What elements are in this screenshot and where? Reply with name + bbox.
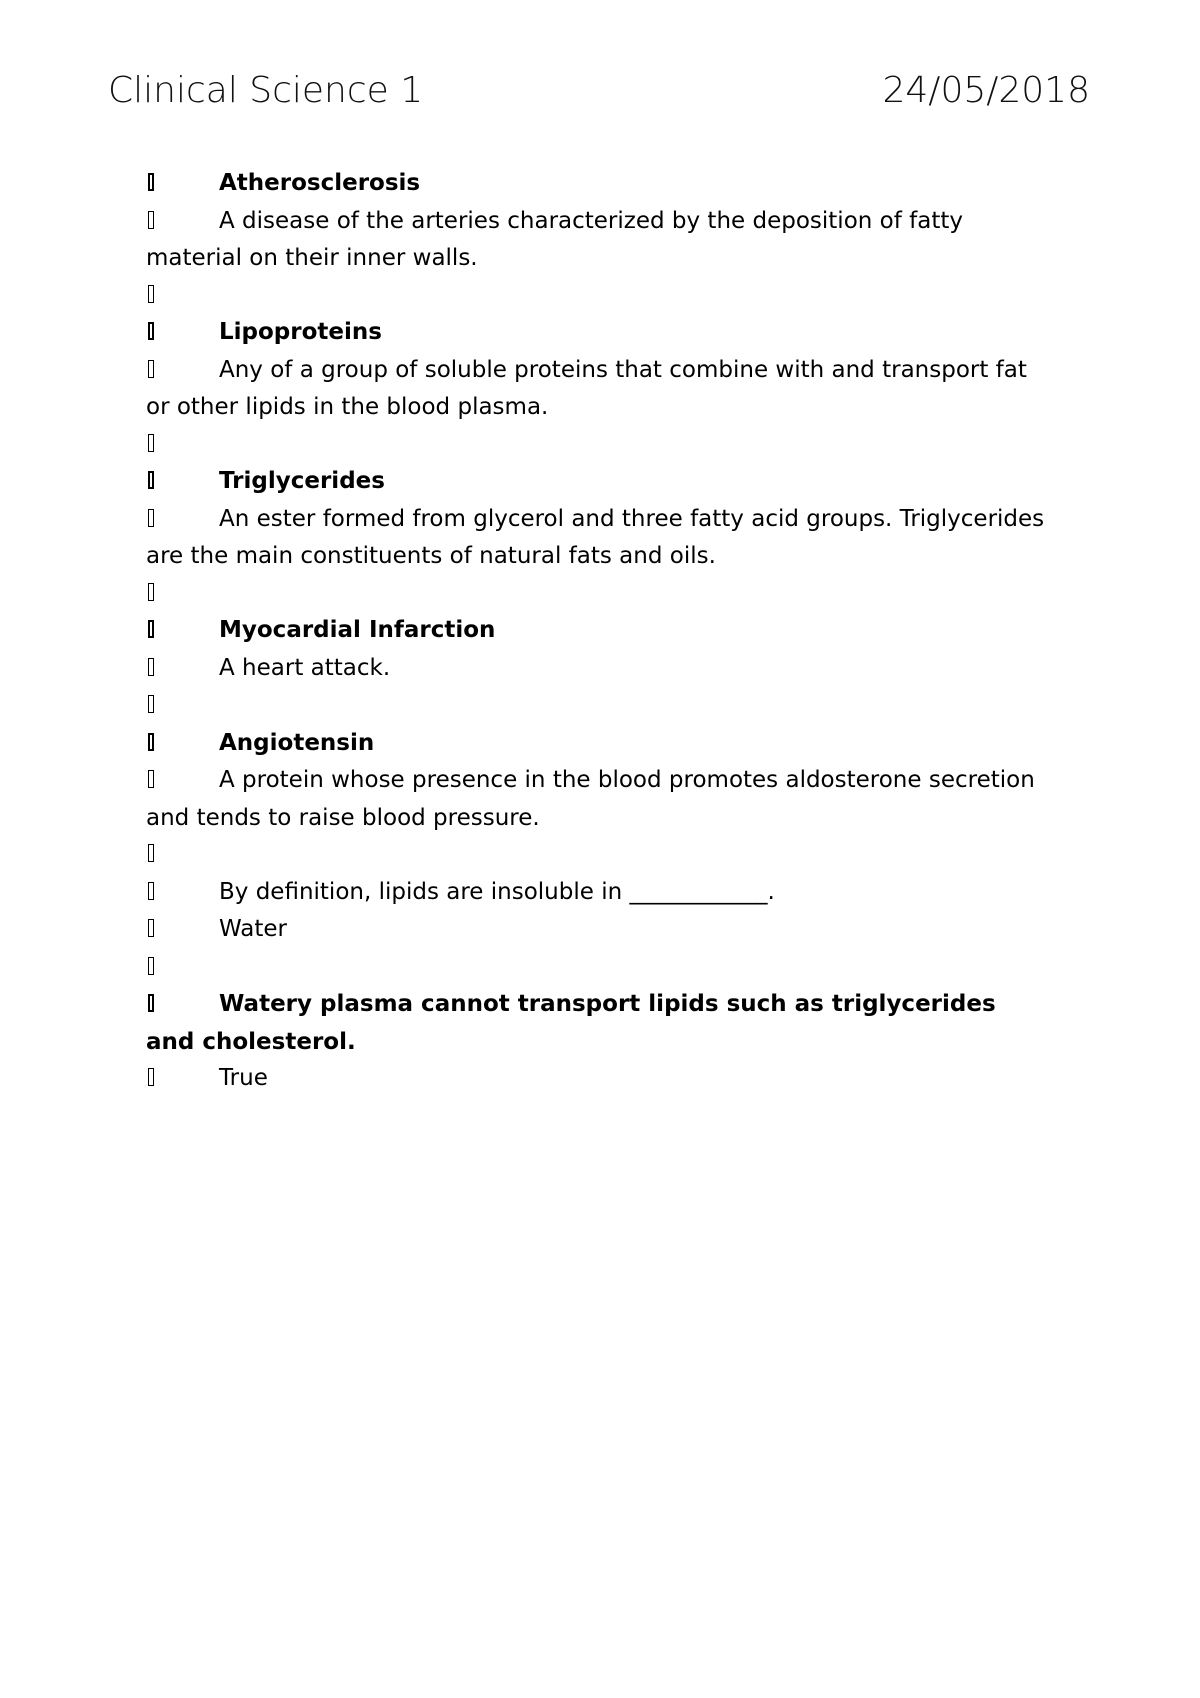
line-text: Myocardial Infarction	[219, 617, 496, 643]
definition-line	[146, 911, 1046, 949]
definition-line	[146, 650, 1046, 688]
missing-glyph-icon	[146, 650, 219, 688]
missing-glyph-icon	[146, 986, 219, 1024]
line-text: Any of a group of soluble proteins that combine with and transport fat or other lipids in the blood plasma.	[146, 356, 1027, 420]
line-text: Lipoproteins	[219, 319, 382, 345]
missing-glyph-icon	[148, 509, 154, 527]
missing-glyph-icon	[148, 1068, 154, 1086]
missing-glyph-icon	[148, 211, 154, 229]
missing-glyph-icon	[148, 434, 154, 452]
missing-glyph-icon	[148, 957, 154, 975]
definition-line	[146, 762, 1046, 836]
line-text: Atherosclerosis	[219, 170, 421, 196]
missing-glyph-icon	[148, 322, 154, 340]
term-line	[146, 612, 1046, 650]
missing-glyph-icon	[146, 836, 219, 874]
missing-glyph-icon	[146, 575, 219, 613]
missing-glyph-icon	[146, 203, 219, 241]
term-line	[146, 725, 1046, 763]
line-text: A protein whose presence in the blood promotes aldosterone secretion and tends to raise blood pressure.	[146, 767, 1035, 831]
line-text: Angiotensin	[219, 729, 375, 756]
missing-glyph-icon	[148, 919, 154, 937]
line-text: By definition, lipids are insoluble in ____________.	[219, 878, 775, 905]
missing-glyph-icon	[146, 501, 219, 539]
page-header	[108, 70, 1090, 120]
missing-glyph-icon	[148, 658, 154, 676]
definition-line	[146, 1060, 1046, 1098]
flashcard-list	[146, 165, 1046, 1098]
definition-line	[146, 949, 1046, 987]
missing-glyph-icon	[146, 725, 219, 763]
definition-line	[146, 203, 1046, 277]
missing-glyph-icon	[148, 733, 154, 751]
missing-glyph-icon	[146, 165, 219, 203]
missing-glyph-icon	[148, 285, 154, 303]
missing-glyph-icon	[146, 874, 219, 912]
missing-glyph-icon	[148, 844, 154, 862]
missing-glyph-icon	[146, 426, 219, 464]
line-text: Water	[219, 916, 287, 942]
missing-glyph-icon	[148, 994, 154, 1012]
missing-glyph-icon	[146, 949, 219, 987]
missing-glyph-icon	[148, 620, 154, 638]
missing-glyph-icon	[148, 770, 154, 788]
missing-glyph-icon	[146, 762, 219, 800]
missing-glyph-icon	[146, 687, 219, 725]
missing-glyph-icon	[146, 463, 219, 501]
missing-glyph-icon	[148, 360, 154, 378]
definition-line	[146, 874, 1046, 912]
document-title: Clinical Science 1	[108, 70, 424, 111]
term-line	[146, 986, 1046, 1060]
missing-glyph-icon	[148, 695, 154, 713]
missing-glyph-icon	[146, 277, 219, 315]
line-text: An ester formed from glycerol and three fatty acid groups. Triglycerides are the main constituents of natural fats and oils.	[146, 505, 1045, 569]
term-line	[146, 165, 1046, 203]
missing-glyph-icon	[146, 314, 219, 352]
missing-glyph-icon	[146, 1060, 219, 1098]
definition-line	[146, 277, 1046, 315]
missing-glyph-icon	[148, 882, 154, 900]
term-line	[146, 314, 1046, 352]
term-line	[146, 463, 1046, 501]
line-text: A disease of the arteries characterized by the deposition of fatty material on their inner walls.	[146, 207, 963, 271]
missing-glyph-icon	[146, 911, 219, 949]
line-text: Watery plasma cannot transport lipids such as triglycerides and cholesterol.	[146, 991, 996, 1055]
document-date: 24/05/2018	[882, 70, 1090, 111]
line-text: A heart attack.	[219, 654, 391, 681]
definition-line	[146, 352, 1046, 426]
definition-line	[146, 687, 1046, 725]
definition-line	[146, 501, 1046, 575]
line-text: Triglycerides	[219, 468, 385, 494]
definition-line	[146, 575, 1046, 613]
definition-line	[146, 426, 1046, 464]
missing-glyph-icon	[146, 612, 219, 650]
definition-line	[146, 836, 1046, 874]
missing-glyph-icon	[148, 471, 154, 489]
missing-glyph-icon	[146, 352, 219, 390]
missing-glyph-icon	[148, 583, 154, 601]
line-text: True	[219, 1065, 268, 1091]
missing-glyph-icon	[148, 173, 154, 191]
